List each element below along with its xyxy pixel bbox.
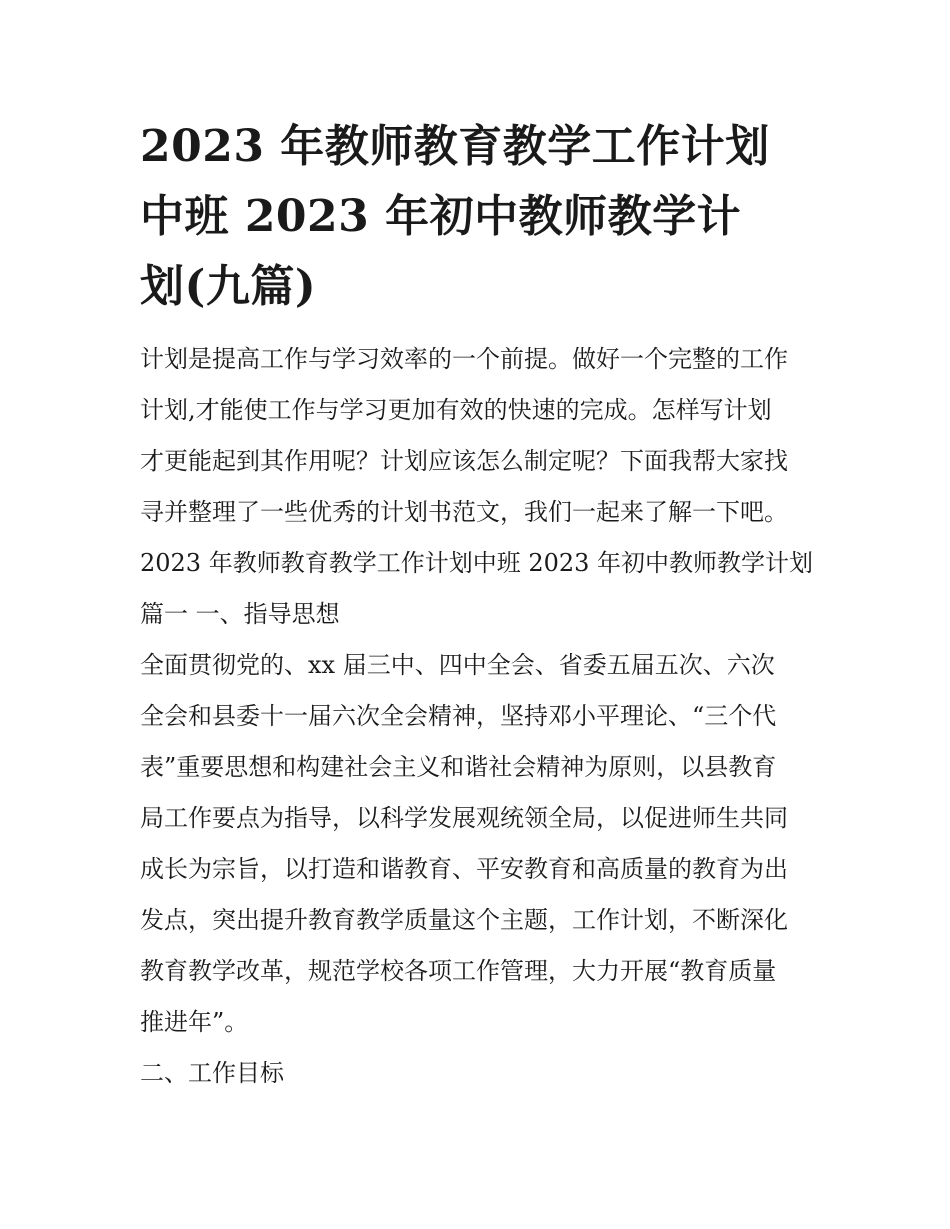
article-heading xyxy=(140,538,820,640)
document-page xyxy=(140,112,820,1099)
text-line: 寻并整理了一些优秀的计划书范文，我们一起来了解一下吧。 xyxy=(140,498,788,526)
text-line: 2023 年教师教育教学工作计划中班 2023 年初中教师教学计划 xyxy=(140,549,814,577)
intro-paragraph xyxy=(140,334,820,538)
text-line: 全面贯彻党的、xx 届三中、四中全会、省委五届五次、六次 xyxy=(140,651,775,679)
text-line: 计划是提高工作与学习效率的一个前提。做好一个完整的工作 xyxy=(140,345,788,373)
text-line: 推进年”。 xyxy=(140,1008,249,1036)
title-line: 划(九篇) xyxy=(140,261,317,312)
text-line: 才更能起到其作用呢？计划应该怎么制定呢？下面我帮大家找 xyxy=(140,447,788,475)
title-line: 2023 年教师教育教学工作计划 xyxy=(140,121,770,172)
text-line: 发点，突出提升教育教学质量这个主题，工作计划，不断深化 xyxy=(140,906,788,934)
title-line: 中班 2023 年初中教师教学计 xyxy=(140,191,742,242)
text-line: 局工作要点为指导，以科学发展观统领全局，以促进师生共同 xyxy=(140,804,788,832)
text-line: 计划,才能使工作与学习更加有效的快速的完成。怎样写计划 xyxy=(140,396,772,424)
section-heading-work-goals: 二、工作目标 xyxy=(140,1059,284,1087)
text-line: 成长为宗旨，以打造和谐教育、平安教育和高质量的教育为出 xyxy=(140,855,788,883)
guiding-ideology-paragraph xyxy=(140,640,820,1048)
text-line: 表”重要思想和构建社会主义和谐社会精神为原则，以县教育 xyxy=(140,753,777,781)
text-line: 教育教学改革，规范学校各项工作管理，大力开展“教育质量 xyxy=(140,957,777,985)
text-line: 全会和县委十一届六次全会精神，坚持邓小平理论、“三个代 xyxy=(140,702,777,730)
document-title xyxy=(140,112,820,322)
text-line: 篇一 一、指导思想 xyxy=(140,600,340,628)
